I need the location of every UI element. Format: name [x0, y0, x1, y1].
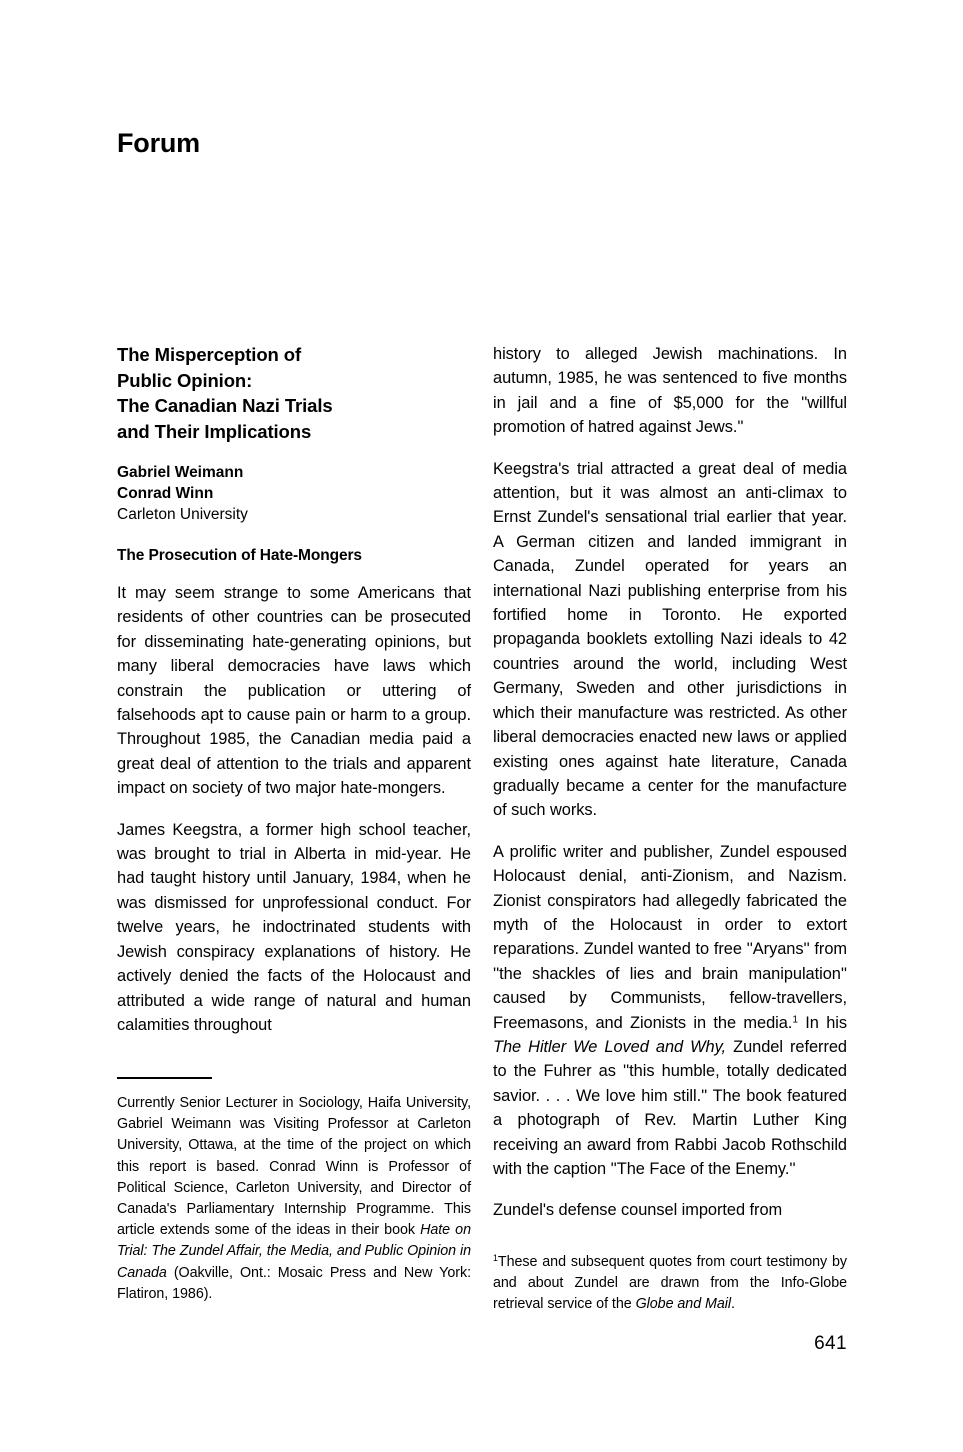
article-title: [117, 342, 471, 444]
numbered-footnote-part-1: These and subsequent quotes from court testimony by and about Zundel are drawn from the Info-Globe retrieval service of the: [493, 1254, 847, 1313]
author-footnote-part-1: Currently Senior Lecturer in Sociology, Haifa University, Gabriel Weimann was Visiting Professor at Carleton University, Ottawa, at the time of the project on which this report is based. Conrad Winn is Professor of Political Science, Carleton University, and Director of Canada's Parliamentary Internship Programme. This article extends some of the ideas in their book: [117, 1095, 471, 1239]
author-block: [117, 462, 471, 525]
left-column: [117, 342, 471, 1037]
footnote-number-marker: 1: [493, 1253, 498, 1264]
numbered-footnote-block: [493, 1252, 847, 1316]
right-column: [493, 342, 847, 1223]
right-paragraph-3-part-2: In his: [797, 1013, 847, 1032]
right-paragraph-3-part-3: Zundel referred to the Fuhrer as ''this humble, totally dedicated savior. . . . We love him still.'' The book featured a photograph of Rev. Martin Luther King receiving an award from Rabbi Jacob Rothschild with the caption ''The Face of the Enemy.'': [493, 1037, 847, 1178]
author-footnote-block: [117, 1077, 471, 1305]
left-paragraph-1: It may seem strange to some Americans that residents of other countries can be prosecuted for disseminating hate-generating opinions, but many liberal democracies have laws which constrain the publication or uttering of falsehoods apt to cause pain or harm to a group. Throughout 1985, the Canadian media paid a great deal of attention to the trials and apparent impact on society of two major hate-mongers.: [117, 584, 471, 798]
right-paragraph-3-part-1: A prolific writer and publisher, Zundel espoused Holocaust denial, anti-Zionism, and Nazism. Zionist conspirators had allegedly fabricated the myth of the Holocaust in order to extort reparations. Zundel wanted to free ''Aryans'' from ''the shackles of lies and brain manipulation'' caused by Communists, fellow-travellers, Freemasons, and Zionists in the media.: [493, 842, 847, 1032]
author-name-2: Conrad Winn: [117, 485, 214, 502]
numbered-footnote-part-2: .: [731, 1296, 735, 1313]
page-number: 641: [814, 1333, 847, 1354]
running-head: Forum: [117, 128, 200, 158]
author-footnote-part-2: (Oakville, Ont.: Mosaic Press and New York: Flatiron, 1986).: [117, 1264, 471, 1302]
right-paragraph-3: [493, 840, 847, 1182]
book-title-hate-on-trial: Hate on Trial: The Zundel Affair, the Media, and Public Opinion in Canada: [117, 1222, 471, 1281]
section-heading: The Prosecution of Hate-Mongers: [117, 547, 362, 564]
author-footnote-text: [117, 1093, 471, 1305]
right-paragraph-1: history to alleged Jewish machinations. In autumn, 1985, he was sentenced to five months in jail and a fine of $5,000 for the ''willful promotion of hatred against Jews.'': [493, 345, 847, 437]
left-paragraph-2: James Keegstra, a former high school teacher, was brought to trial in Alberta in mid-year. He had taught history until January, 1984, when he was dismissed for unprofessional conduct. For twelve years, he indoctrinated students with Jewish conspiracy explanations of history. He actively denied the facts of the Holocaust and attributed a wide range of natural and human calamities throughout: [117, 820, 471, 1034]
article-title-line-3: The Canadian Nazi Trials: [117, 395, 333, 416]
article-title-line-2: Public Opinion:: [117, 369, 253, 391]
right-paragraph-2: Keegstra's trial attracted a great deal of media attention, but it was almost an anti-climax to Ernst Zundel's sensational trial earlier that year. A German citizen and landed immigrant in Canada, Zundel operated for years an international Nazi publishing enterprise from his fortified home in Toronto. He exported propaganda booklets extolling Nazi ideals to 42 countries around the world, including West Germany, Sweden and other jurisdictions in which their manufacture was restricted. As other liberal democracies enacted new laws or applied existing ones against hate literature, Canada gradually became a center for the manufacture of such works.: [493, 459, 847, 820]
numbered-footnote-text: [493, 1252, 847, 1316]
author-affiliation: Carleton University: [117, 506, 248, 523]
article-title-line-1: The Misperception of: [117, 344, 302, 365]
article-title-line-4: and Their Implications: [117, 420, 312, 442]
footnote-reference-marker: 1: [792, 1013, 798, 1025]
publication-title-globe-and-mail: Globe and Mail: [635, 1296, 732, 1313]
book-title-hitler-we-loved: The Hitler We Loved and Why,: [493, 1037, 727, 1056]
author-name-1: Gabriel Weimann: [117, 464, 244, 481]
footnote-separator-rule: [117, 1077, 212, 1079]
right-paragraph-4: Zundel's defense counsel imported from: [493, 1201, 783, 1220]
